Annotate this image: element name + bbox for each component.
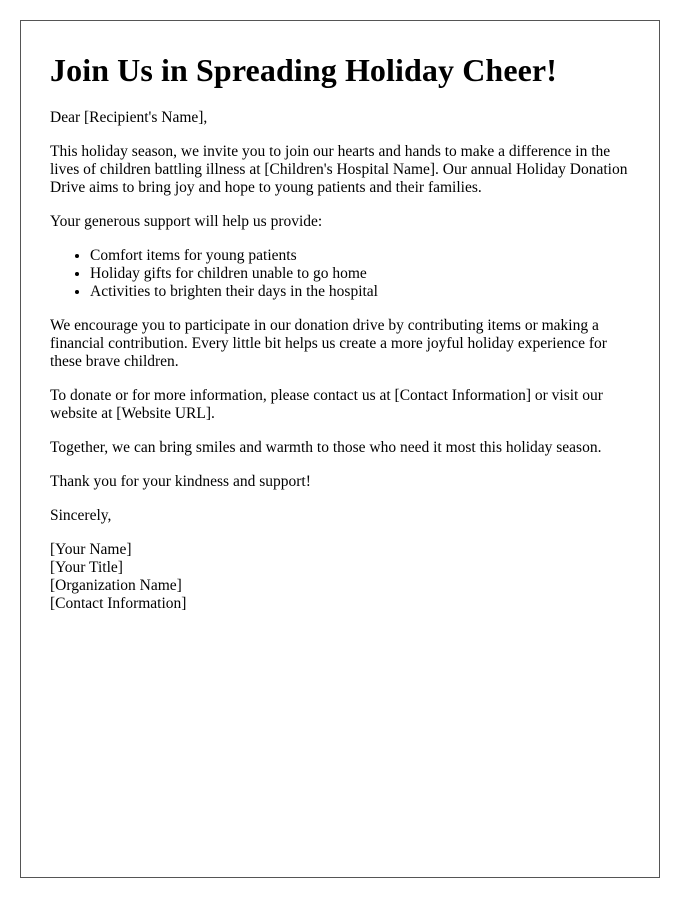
list-item: • Activities to brighten their days in the hospital — [90, 283, 630, 301]
together-paragraph: Together, we can bring smiles and warmth to those who need it most this holiday season. — [50, 439, 602, 456]
letter-title: Join Us in Spreading Holiday Cheer! — [50, 52, 557, 88]
signature-organization: [Organization Name] — [50, 577, 182, 594]
thanks-paragraph: Thank you for your kindness and support! — [50, 473, 311, 490]
intro-paragraph: This holiday season, we invite you to join our hearts and hands to make a difference in the lives of children battling illness at [Children's Hospital Name]. Our annual Holiday Donation Drive aims to bring joy and hope to young patients and their families. — [50, 143, 628, 196]
list-item: • Comfort items for young patients — [90, 247, 630, 265]
signature-block — [50, 541, 630, 613]
contact-paragraph: To donate or for more information, please contact us at [Contact Information] or visit our website at [Website URL]. — [50, 387, 603, 422]
signature-title: [Your Title] — [50, 559, 123, 576]
signature-name: [Your Name] — [50, 541, 132, 558]
signature-contact: [Contact Information] — [50, 595, 187, 612]
list-item: • Holiday gifts for children unable to go home — [90, 265, 630, 283]
support-list — [50, 247, 630, 301]
support-intro: Your generous support will help us provide: — [50, 213, 323, 230]
encourage-paragraph: We encourage you to participate in our donation drive by contributing items or making a financial contribution. Every little bit helps us create a more joyful holiday experience for these brave children. — [50, 317, 607, 370]
letter-page — [20, 20, 660, 878]
salutation: Dear [Recipient's Name], — [50, 109, 208, 126]
closing: Sincerely, — [50, 507, 112, 524]
